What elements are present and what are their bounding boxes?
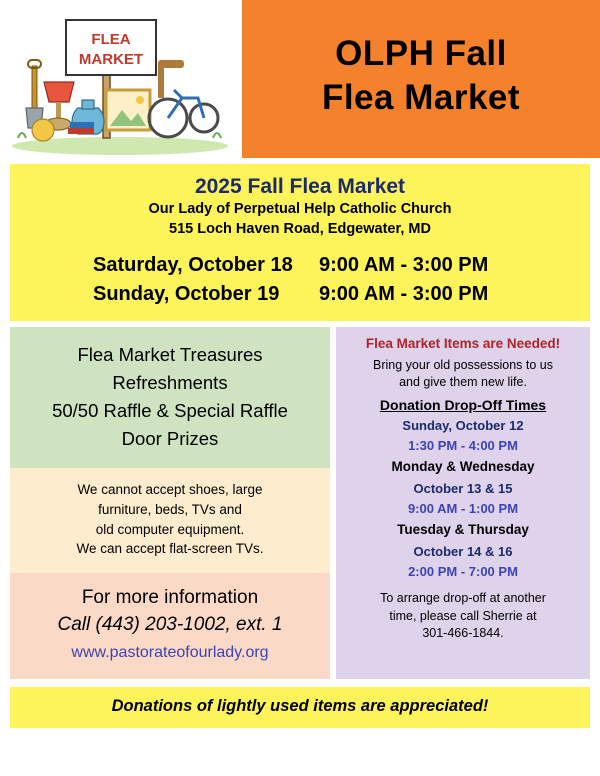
feature-item: 50/50 Raffle & Special Raffle [52, 399, 288, 421]
dropoff-footer-line: time, please call Sherrie at [389, 608, 537, 623]
donations-intro-line: Bring your old possessions to us [373, 357, 553, 372]
dropoff-slot-time: 2:00 PM - 7:00 PM [408, 564, 518, 580]
dropoff-slot-date: October 13 & 15 [413, 480, 513, 496]
contact-heading: For more information [81, 586, 259, 608]
event-dates [18, 251, 582, 309]
svg-text:FLEA: FLEA [91, 31, 131, 48]
features-box [10, 327, 330, 468]
event-date-day: Sunday, October 19 [93, 283, 280, 306]
footer-text: Donations of lightly used items are appreciated! [111, 697, 489, 716]
flyer-title-block [242, 0, 600, 158]
restriction-line: We cannot accept shoes, large [77, 482, 263, 498]
title-line-2: Flea Market [321, 78, 521, 117]
flyer-header [0, 0, 600, 158]
restriction-line: We can accept flat-screen TVs. [76, 541, 264, 557]
dropoff-slot-date: October 14 & 16 [413, 544, 513, 560]
dropoff-slot [342, 456, 584, 519]
event-address: 515 Loch Haven Road, Edgewater, MD [169, 220, 431, 237]
dropoff-slot [342, 519, 584, 582]
flyer-footer [10, 687, 590, 728]
feature-item: Flea Market Treasures [77, 344, 263, 366]
dropoff-slot-day: Tuesday & Thursday [397, 522, 529, 538]
feature-item: Door Prizes [121, 427, 219, 449]
donations-heading: Flea Market Items are Needed! [365, 336, 561, 352]
donations-box [336, 327, 590, 679]
dropoff-slot-day: Monday & Wednesday [391, 458, 535, 474]
contact-website-link[interactable]: www.pastorateofourlady.org [71, 643, 269, 661]
left-column [10, 327, 330, 679]
event-date-time: 9:00 AM - 3:00 PM [319, 254, 489, 277]
event-date-row [18, 280, 582, 309]
dropoff-heading: Donation Drop-Off Times [379, 396, 547, 413]
event-title: 2025 Fall Flea Market [194, 175, 406, 198]
restriction-line: old computer equipment. [95, 521, 245, 537]
dropoff-slot-time: 1:30 PM - 4:00 PM [408, 437, 518, 453]
feature-item: Refreshments [112, 372, 228, 394]
flea-market-clipart [0, 0, 242, 158]
dropoff-slot-time: 9:00 AM - 1:00 PM [407, 501, 519, 517]
dropoff-footer-phone: 301-466-1844. [422, 625, 504, 640]
restriction-line: furniture, beds, TVs and [98, 501, 242, 517]
right-column [336, 327, 590, 679]
event-details-band [10, 164, 590, 321]
dropoff-slot-day: Sunday, October 12 [402, 417, 524, 433]
event-date-row [18, 251, 582, 280]
contact-box [10, 573, 330, 680]
event-organization: Our Lady of Perpetual Help Catholic Church [148, 201, 452, 218]
donations-intro-line: and give them new life. [399, 374, 527, 389]
dropoff-slot [342, 416, 584, 456]
restrictions-box [10, 468, 330, 572]
contact-phone[interactable]: Call (443) 203-1002, ext. 1 [57, 614, 283, 636]
dropoff-footer-line: To arrange drop-off at another [380, 591, 546, 606]
event-date-day: Saturday, October 18 [93, 254, 293, 277]
clipart-svg [8, 4, 236, 156]
event-date-time: 9:00 AM - 3:00 PM [319, 283, 489, 306]
middle-section [10, 327, 590, 679]
title-line-1: OLPH Fall [335, 34, 507, 74]
svg-text:MARKET: MARKET [78, 51, 144, 68]
